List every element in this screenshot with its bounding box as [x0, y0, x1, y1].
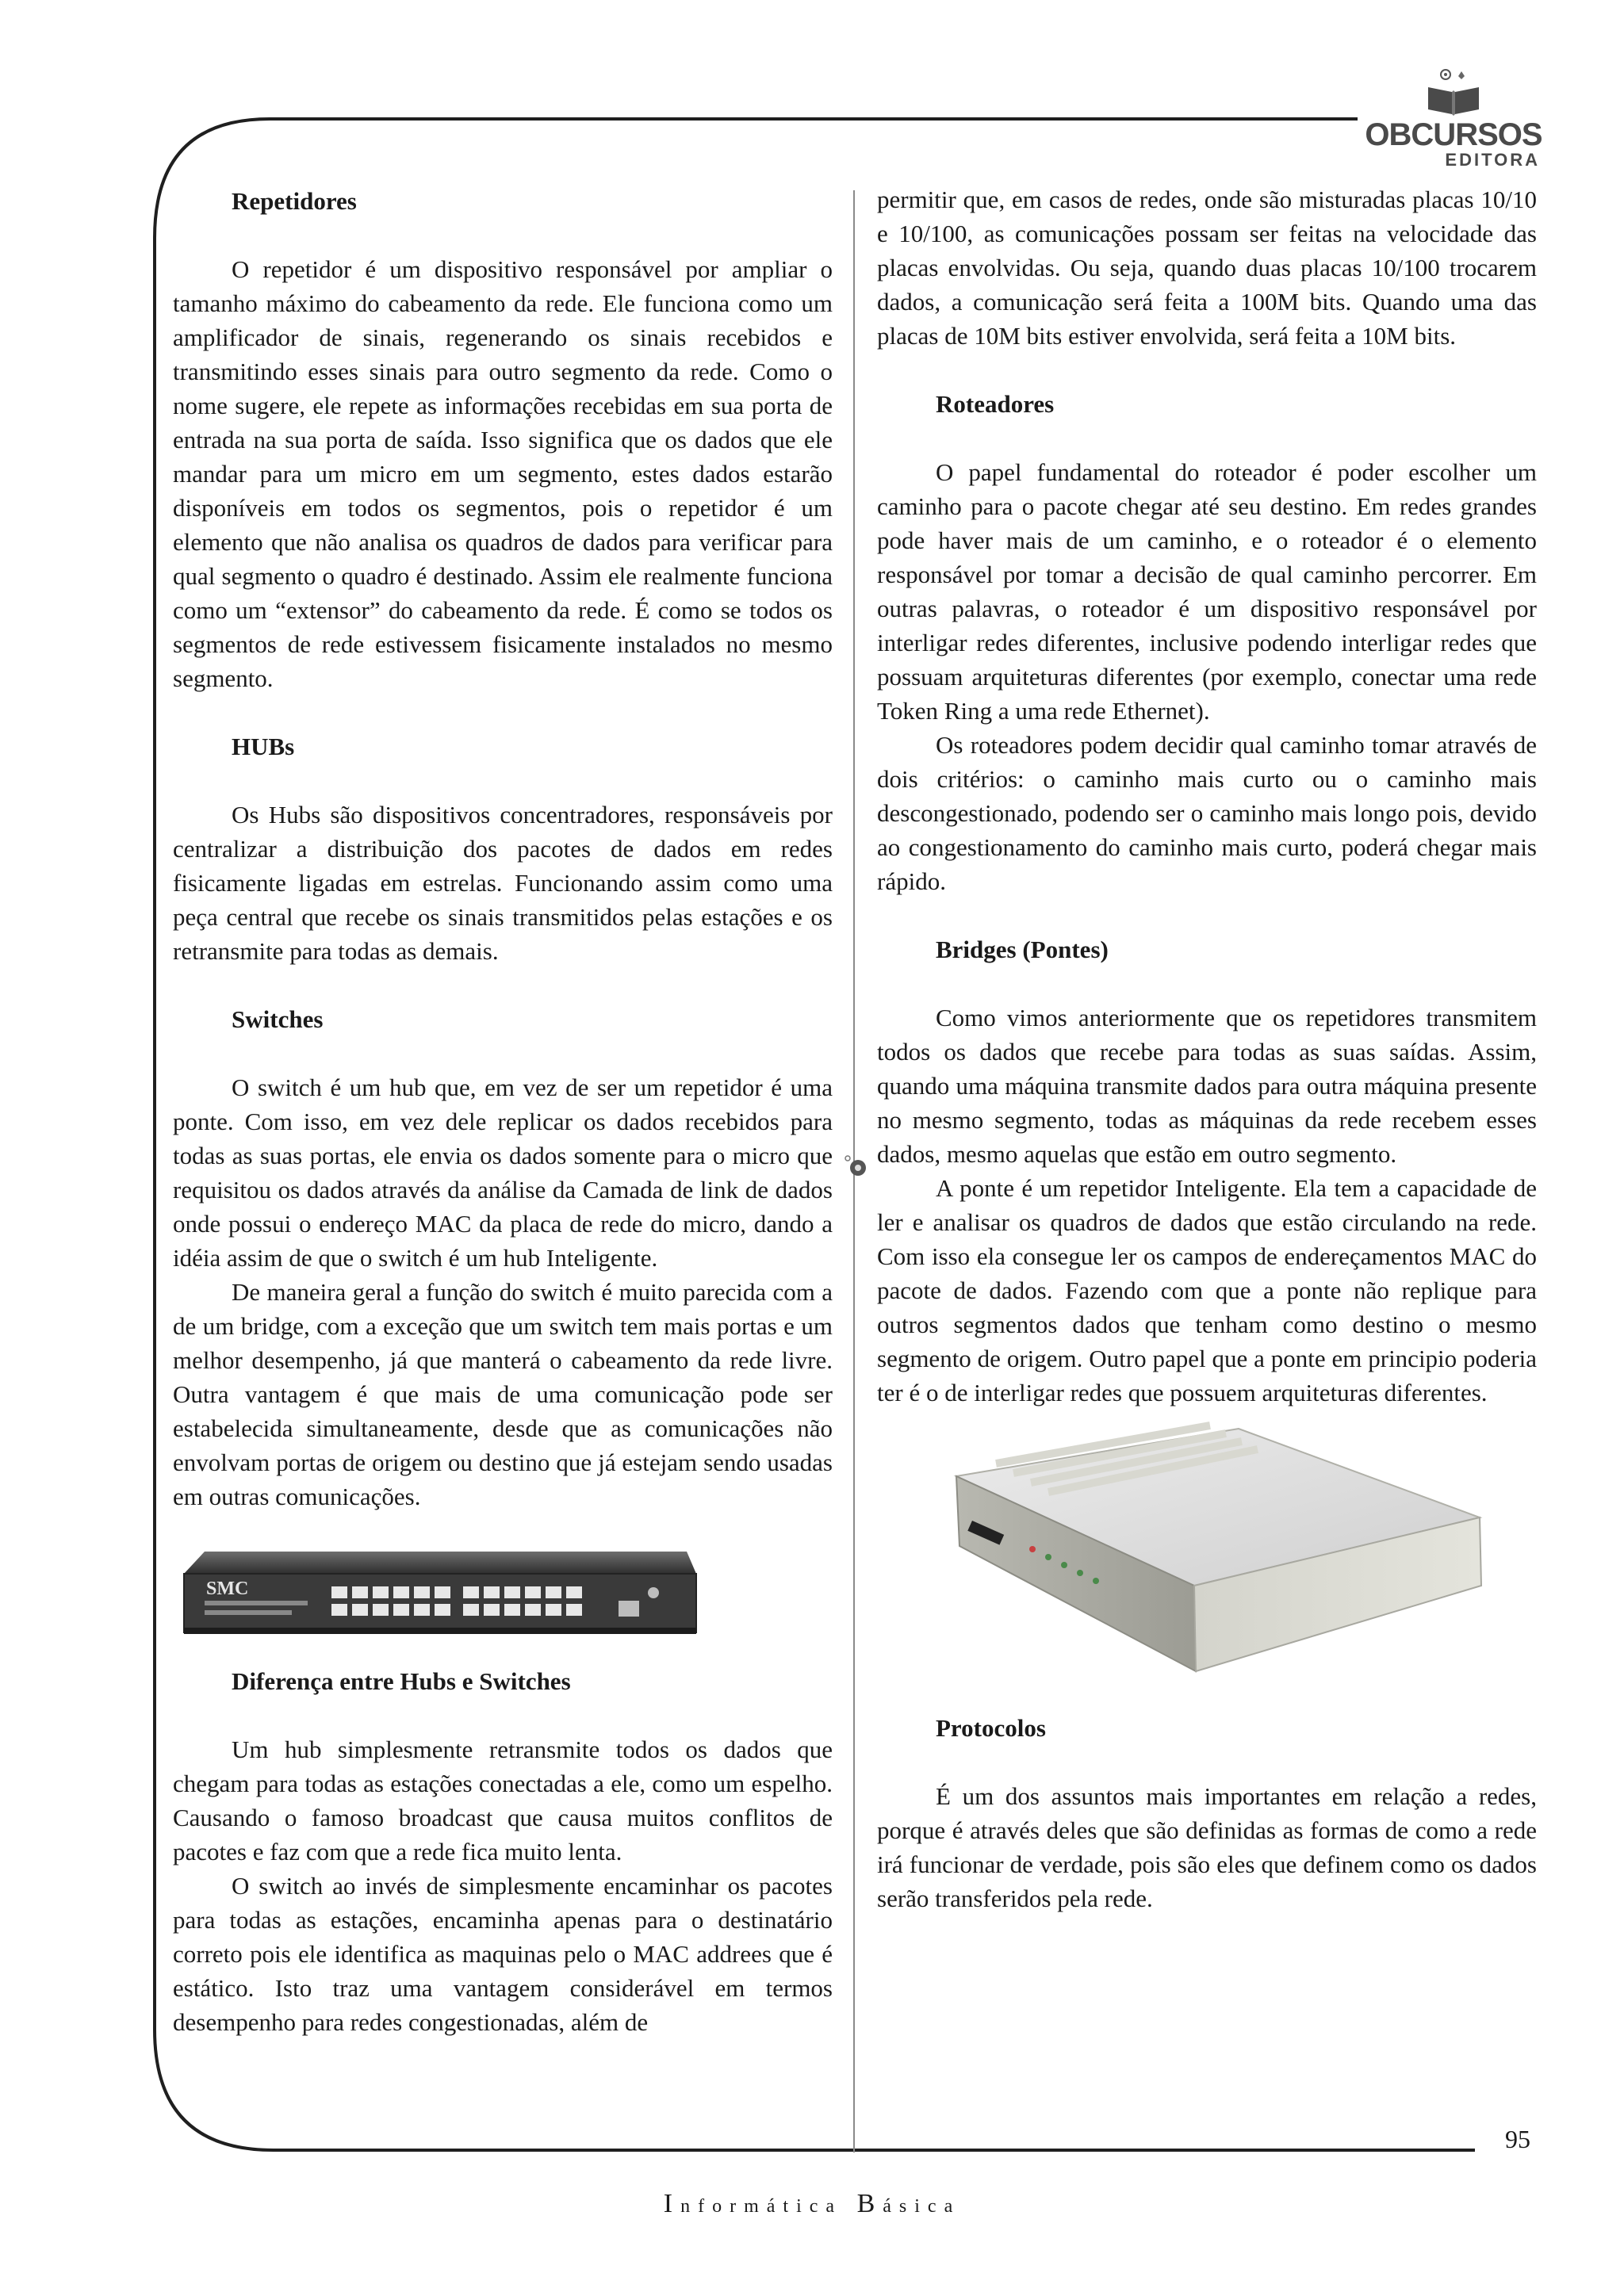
paragraph-protocolos: É um dos assuntos mais importantes em relação a redes, porque é através deles que são definidas as formas de como a rede irá funcionar de verdade, pois são eles que definem como os dados serão transferidos pela rede.: [877, 1782, 1537, 1912]
publisher-logo: [1362, 63, 1545, 170]
right-column: [877, 182, 1537, 1915]
footer-word-2: ásica: [883, 2196, 961, 2217]
footer-initial-2: B: [856, 2189, 883, 2218]
paragraph-repetidores: O repetidor é um dispositivo responsável por ampliar o tamanho máximo do cabeamento da rede. Ele funciona como um amplificador de sinais, regenerando os sinais recebidos e transmitindo esses sinais para outro segmento da rede. Como o nome sugere, ele repete as informações recebidas em sua porta de entrada na sua porta de saída. Isso significa que os dados que ele mandar para um micro em um segmento, estes dados estarão disponíveis em todos os segmentos, pois o repetidor é um elemento que não analisa os quadros de dados para verificar para qual segmento o quadro é destinado. Assim ele realmente funciona como um “extensor” do cabeamento da rede. É como se todos os segmentos de rede estivessem fisicamente instalados no mesmo segmento.: [173, 255, 833, 692]
heading-hubs: HUBs: [232, 733, 295, 760]
heading-bridges: Bridges (Pontes): [936, 936, 1109, 963]
open-book-icon: [1422, 63, 1485, 119]
heading-protocolos: Protocolos: [936, 1714, 1046, 1742]
switch-brand-label: SMC: [206, 1578, 249, 1599]
heading-diferenca: Diferença entre Hubs e Switches: [232, 1667, 571, 1695]
heading-switches: Switches: [232, 1005, 324, 1033]
page-number: 95: [1505, 2125, 1530, 2153]
paragraph-bridges-2: A ponte é um repetidor Inteligente. Ela tem a capacidade de ler e analisar os quadros de dados que estão circulando na rede. Com isso ela consegue ler os campos de endereçamentos MAC do pacote de dados. Fazendo com que a ponte não replique para outros segmentos dados que tenham como destino o mesmo segmento de origem. Outro papel que a ponte em principio poderia ter é o de interligar redes que possuem arquiteturas diferentes.: [877, 1174, 1537, 1406]
publisher-name: OBCURSOS: [1365, 117, 1542, 152]
heading-roteadores: Roteadores: [936, 390, 1055, 418]
paragraph-diferenca-1: Um hub simplesmente retransmite todos os dados que chegam para todas as estações conectadas a ele, como um espelho. Causando o famoso broadcast que causa muitos conflitos de pacotes e faz com que a rede fica muito lenta.: [173, 1735, 833, 1866]
paragraph-switches-2: De maneira geral a função do switch é muito parecida com a de um bridge, com a exceção que um switch tem mais portas e um melhor desempenho, já que manterá o cabeamento da rede livre. Outra vantagem é que mais de uma comunicação pode ser estabelecida simultaneamente, desde que as comunicações não envolvam portas de origem ou destino que já estejam sendo usadas em outras comunicações.: [173, 1278, 833, 1510]
footer-title: [0, 2188, 1624, 2222]
bridge-device-image: [877, 1410, 1537, 1711]
footer-word-1: nformática: [680, 2196, 843, 2217]
paragraph-roteadores-2: Os roteadores podem decidir qual caminho tomar através de dois critérios: o caminho mais curto ou o caminho mais descongestionado, podendo ser o caminho mais longo pois, devido ao congestionamento do caminho mais curto, poderá chegar mais rápido.: [877, 731, 1537, 895]
paragraph-diferenca-2: O switch ao invés de simplesmente encaminhar os pacotes para todas as estações, encaminha apenas para o destinatário correto pois ele identifica as maquinas pelo o MAC addrees que é estático. Isto traz uma vantagem considerável em termos desempenho para redes congestionadas, além de: [173, 1872, 833, 2036]
paragraph-switches-1: O switch é um hub que, em vez de ser um repetidor é uma ponte. Com isso, em vez dele replicar os dados recebidos para todas as suas portas, ele envia os dados somente para o micro que requisitou os dados através da análise da Camada de link de dados onde possui o endereço MAC da placa de rede do micro, dando a idéia assim de que o switch é um hub Inteligente.: [173, 1073, 833, 1272]
switch-device-image: [173, 1513, 833, 1664]
footer-initial-1: I: [663, 2189, 681, 2218]
publisher-subtitle: EDITORA: [1445, 150, 1540, 170]
gear-ornament-icon: [842, 1154, 869, 1181]
paragraph-bridges-1: Como vimos anteriormente que os repetidores transmitem todos os dados que recebe para todas as suas saídas. Assim, quando uma máquina transmite dados para outra máquina presente no mesmo segmento, todas as máquinas da rede recebem esses dados, mesmo aquelas que estão em outro segmento.: [877, 1004, 1537, 1168]
heading-repetidores: Repetidores: [232, 187, 357, 215]
paragraph-continuation: permitir que, em casos de redes, onde são misturadas placas 10/10 e 10/100, as comunicações possam ser feitas na velocidade das placas envolvidas. Ou seja, quando duas placas 10/100 trocarem dados, a comunicação será feita a 100M bits. Quando uma das placas de 10M bits estiver envolvida, será feita a 10M bits.: [877, 186, 1537, 350]
paragraph-hubs: Os Hubs são dispositivos concentradores, responsáveis por centralizar a distribuição dos pacotes de dados em redes fisicamente ligadas em estrelas. Funcionando assim como uma peça central que recebe os sinais transmitidos pelas estações e os retransmite para todas as demais.: [173, 801, 833, 965]
paragraph-roteadores-1: O papel fundamental do roteador é poder escolher um caminho para o pacote chegar até seu destino. Em redes grandes pode haver mais de um caminho, e o roteador é o elemento responsável por tomar a decisão de qual caminho percorrer. Em outras palavras, o roteador é um dispositivo responsável por interligar redes diferentes, inclusive podendo interligar redes que possuam arquiteturas diferentes (por exemplo, conectar uma rede Token Ring a uma rede Ethernet).: [877, 458, 1537, 725]
left-column: [173, 184, 833, 2039]
